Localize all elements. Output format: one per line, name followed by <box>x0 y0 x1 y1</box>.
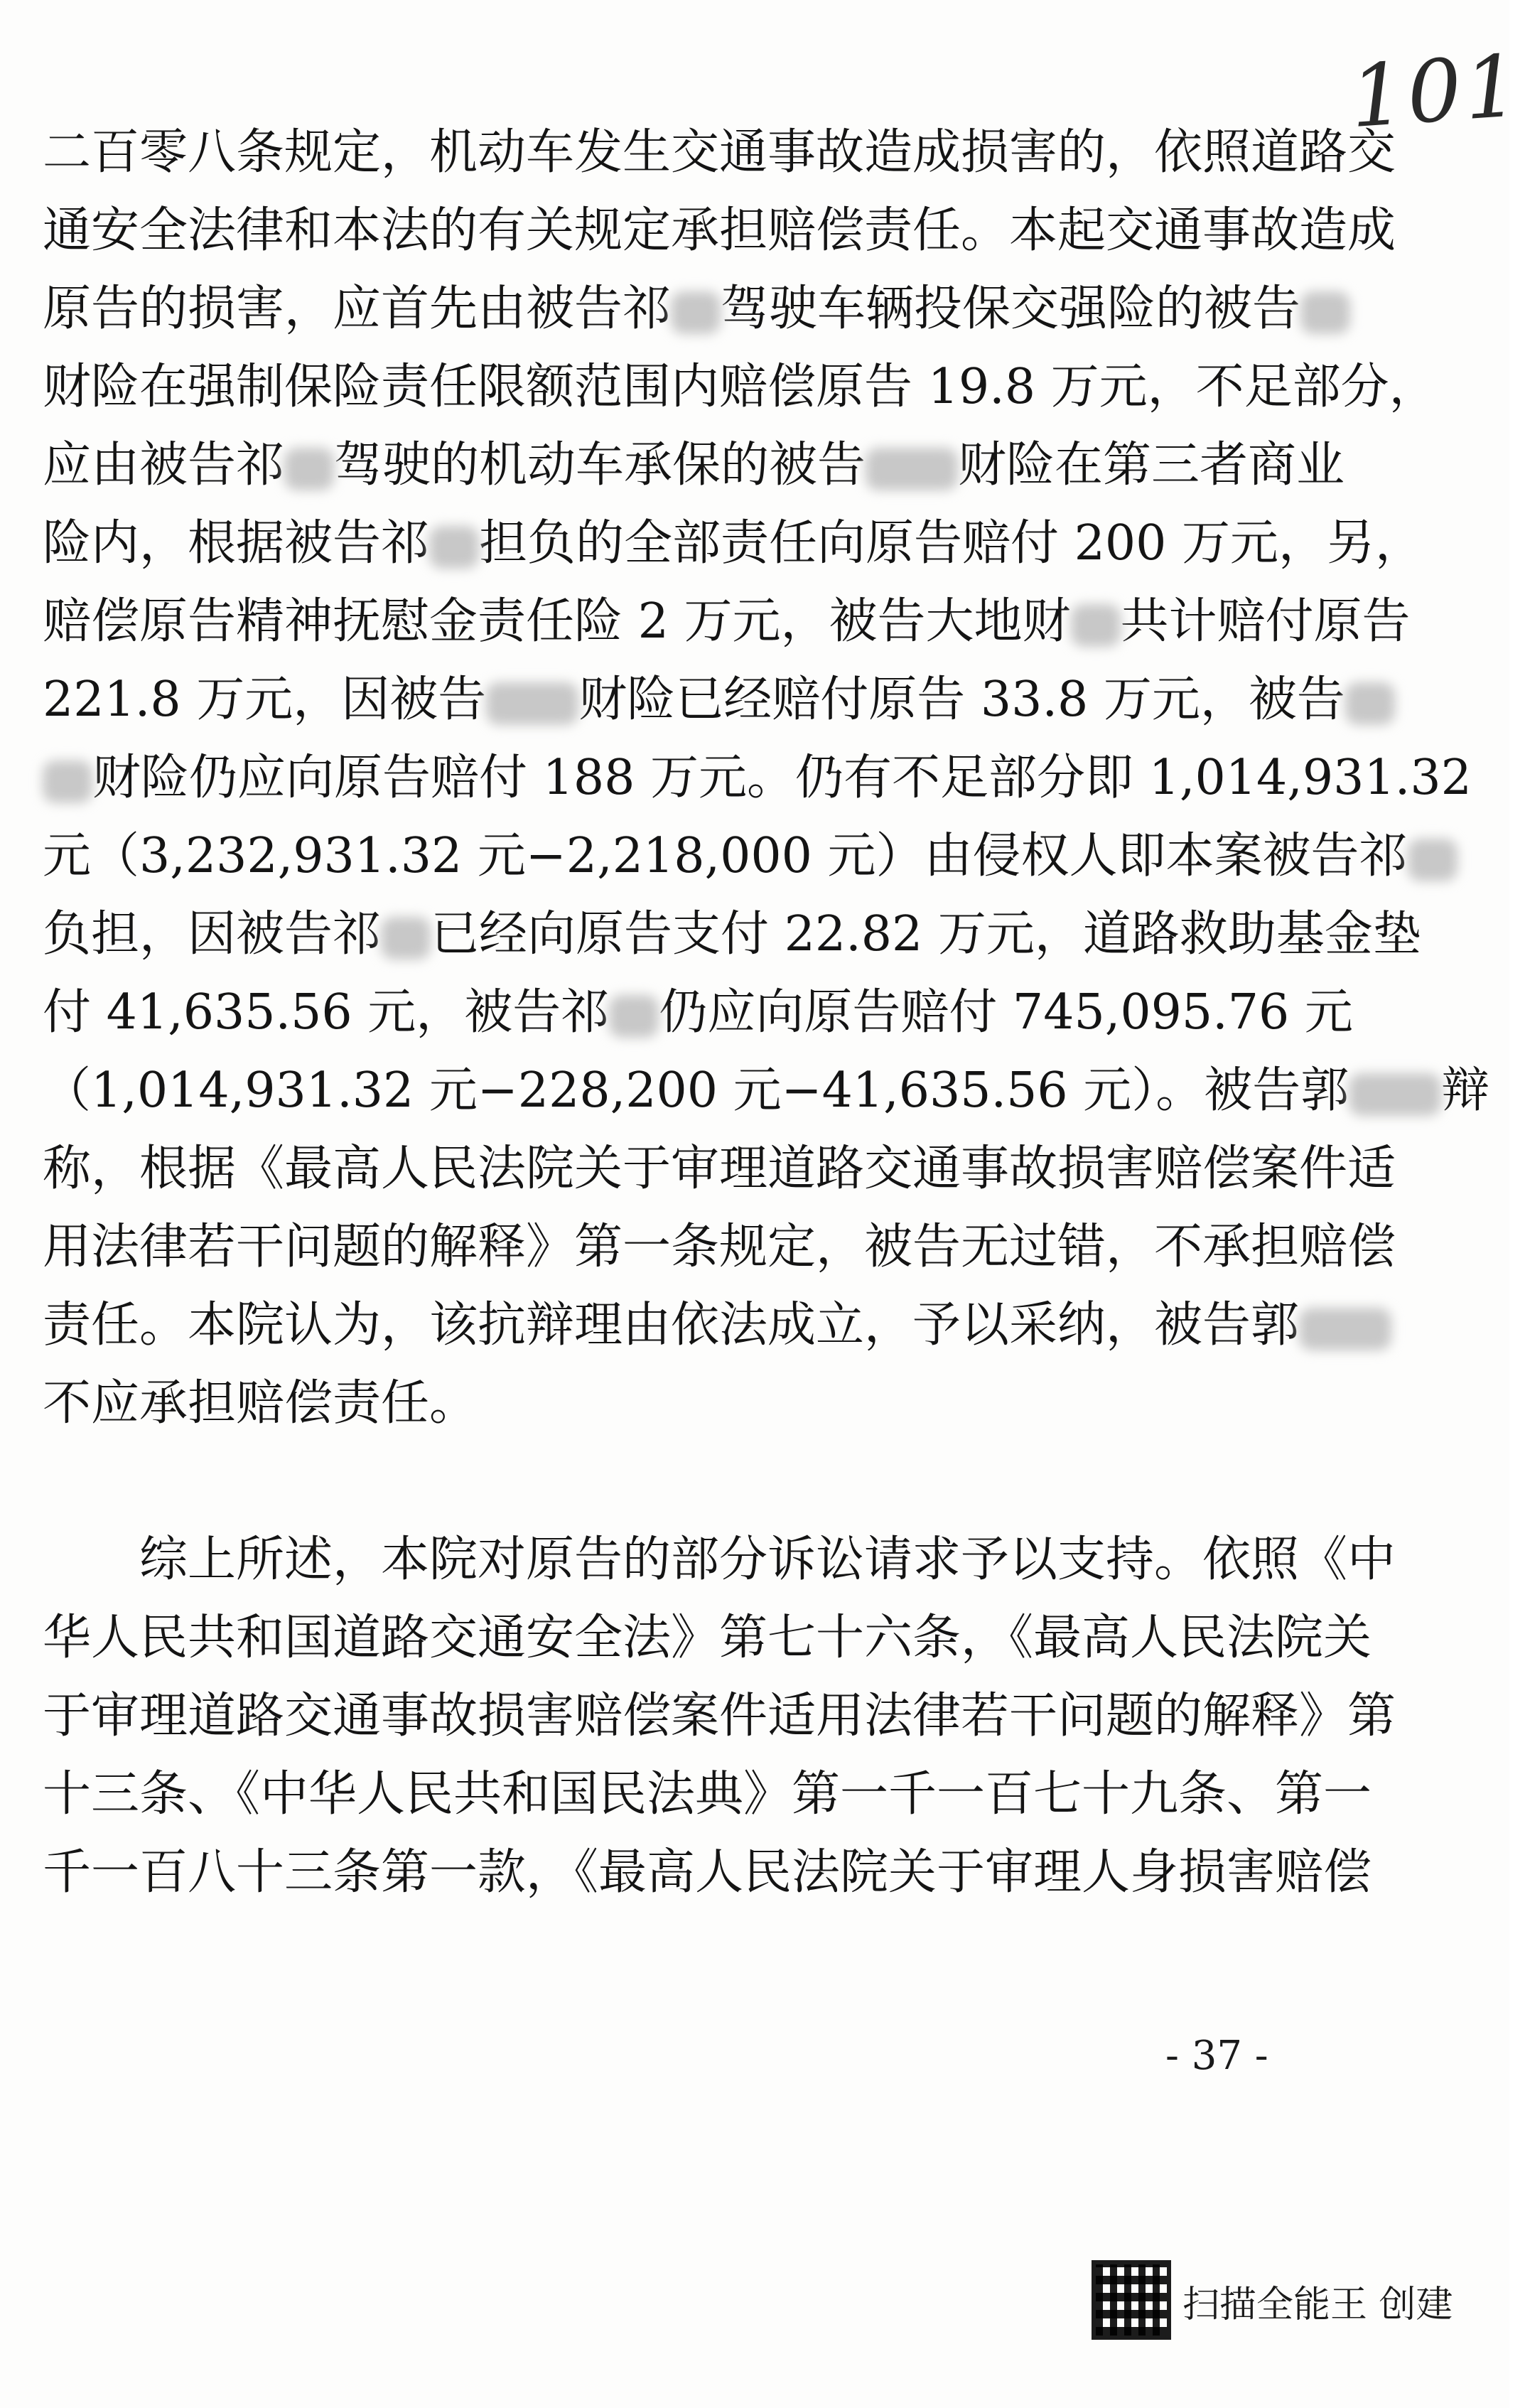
redacted-name <box>381 917 431 960</box>
text-line-9: 财险仍应向原告赔付 188 万元。仍有不足部分即 1,014,931.32 <box>43 739 1379 817</box>
redacted-name <box>1345 682 1395 725</box>
text-line-14: 称，根据《最高人民法院关于审理道路交通事故损害赔偿案件适 <box>43 1141 1396 1197</box>
qr-code-icon <box>1092 2260 1171 2340</box>
text-line-20: 于审理道路交通事故损害赔偿案件适用法律若干问题的解释》第 <box>43 1688 1396 1744</box>
text-line-1: 二百零八条规定，机动车发生交通事故造成损害的，依照道路交 <box>43 124 1396 181</box>
redacted-name <box>671 291 721 334</box>
redacted-name <box>1349 1073 1441 1116</box>
text-line-4: 财险在强制保险责任限额范围内赔偿原告 19.8 万元，不足部分， <box>43 359 1438 415</box>
text-line-2: 通安全法律和本法的有关规定承担赔偿责任。本起交通事故造成 <box>43 203 1396 259</box>
text-line-8: 221.8 万元，因被告 财险已经赔付原告 33.8 万元，被告 <box>43 661 1379 739</box>
text-line-16: 责任。本院认为，该抗辩理由依法成立，予以采纳，被告郭 <box>43 1286 1379 1365</box>
redacted-name <box>1408 839 1457 881</box>
text-line-3: 原告的损害，应首先由被告祁 驾驶车辆投保交强险的被告 <box>43 270 1379 348</box>
text-line-19: 华人民共和国道路交通安全法》第七十六条，《最高人民法院关 <box>43 1610 1372 1666</box>
page-number: - 37 - <box>1165 2033 1268 2079</box>
redacted-name <box>866 448 958 490</box>
redacted-name <box>1299 1308 1391 1350</box>
text-line-18: 综上所述，本院对原告的部分诉讼请求予以支持。依照《中 <box>43 1532 1396 1588</box>
text-line-5: 应由被告祁 驾驶的机动车承保的被告 财险在第三者商业 <box>43 437 1345 493</box>
redacted-name <box>284 448 334 490</box>
text-line-22: 千一百八十三条第一款，《最高人民法院关于审理人身损害赔偿 <box>43 1844 1372 1901</box>
redacted-name <box>486 682 578 725</box>
handwritten-page-ref: 101 <box>1347 36 1525 148</box>
text-line-21: 十三条、《中华人民共和国民法典》第一千一百七十九条、第一 <box>43 1766 1372 1822</box>
redacted-name <box>1071 604 1121 647</box>
text-line-11: 负担，因被告祁 已经向原告支付 22.82 万元，道路救助基金垫 <box>43 906 1421 962</box>
redacted-name <box>429 526 479 569</box>
scanner-watermark: 扫描全能王 创建 <box>1182 2284 1453 2326</box>
text-line-6: 险内，根据被告祁 担负的全部责任向原告赔付 200 万元，另， <box>43 515 1424 571</box>
redacted-name <box>43 760 92 803</box>
redacted-name <box>1300 291 1350 334</box>
text-line-7: 赔偿原告精神抚慰金责任险 2 万元，被告大地财 共计赔付原告 <box>43 593 1411 650</box>
text-line-10: 元（3,232,931.32 元−2,218,000 元）由侵权人即本案被告祁 <box>43 817 1379 896</box>
text-line-17: 不应承担赔偿责任。 <box>43 1375 478 1431</box>
text-line-15: 用法律若干问题的解释》第一条规定，被告无过错，不承担赔偿 <box>43 1219 1396 1275</box>
text-line-13: （1,014,931.32 元−228,200 元−41,635.56 元）。被告郭 辩 <box>43 1063 1490 1119</box>
redacted-name <box>609 995 659 1038</box>
text-line-12: 付 41,635.56 元，被告祁 仍应向原告赔付 745,095.76 元 <box>43 984 1353 1041</box>
